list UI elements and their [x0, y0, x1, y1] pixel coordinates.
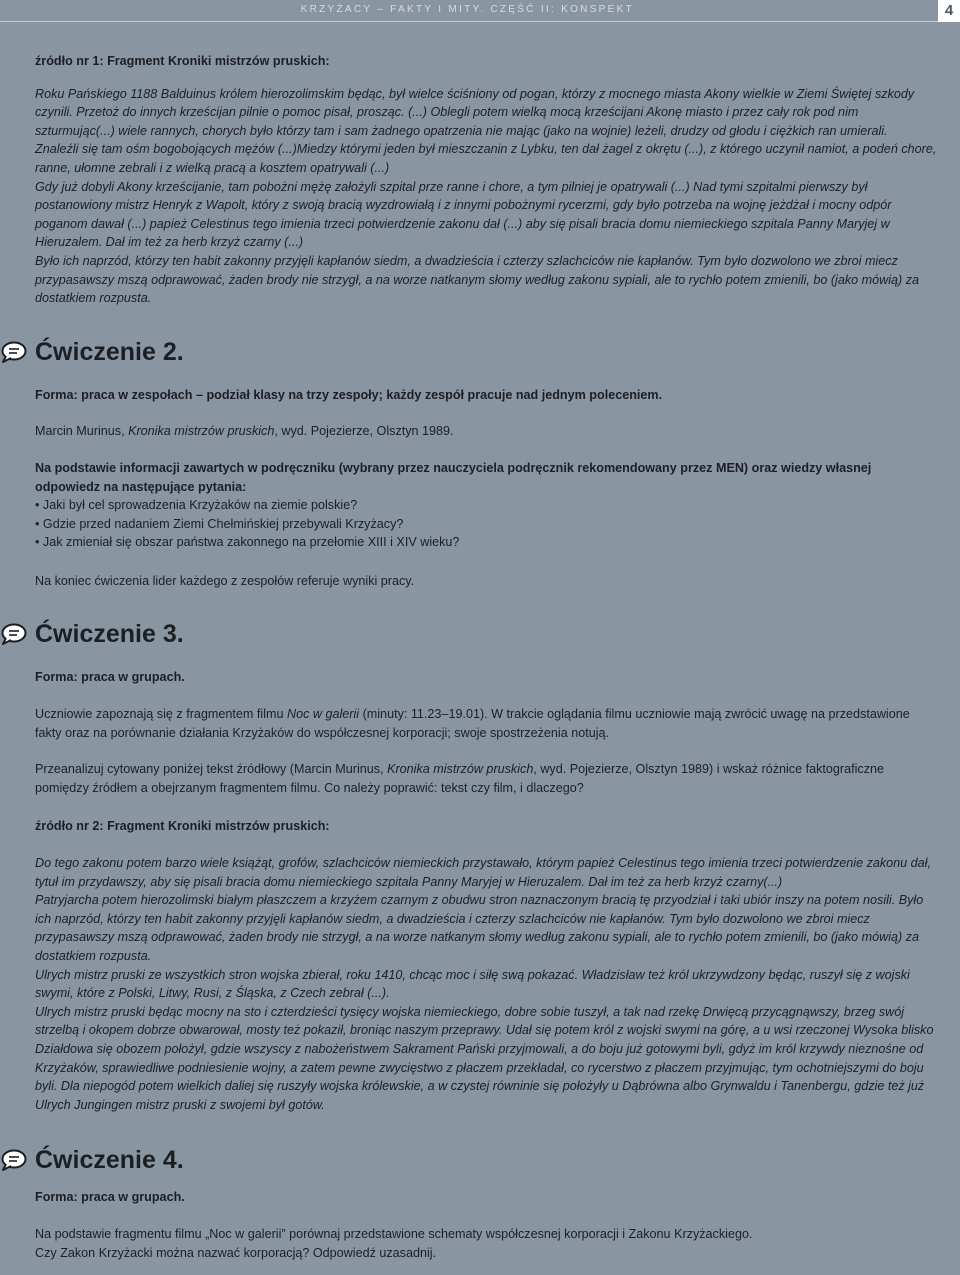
- film-title: Noc w galerii: [286, 707, 360, 722]
- text-span: Przeanalizuj cytowany poniżej tekst źródłowy (Marcin Murinus,: [35, 762, 388, 777]
- reference-author: Marcin Murinus,: [35, 424, 129, 439]
- reference-publisher: , wyd. Pojezierze, Olsztyn 1989.: [274, 424, 454, 439]
- source-2-paragraph: Ulrych mistrz pruski będąc mocny na sto i czterdzieści tysięcy wojska niemieckiego, dobre sobie tuszył, a tak nad rzekę Drwięcą przycągnąwszy, brzeg swój strzelbą i okopem dobrze obwarował, mosty też pokaził, broniąc naszym przeprawy. Udał się potem król z wojski swymi na górę, a u wsi rzeczonej Wysoka blisko Działdowa się obozem położył, gdzie wszyscy z nabożeństwem Sakrament Pański przyjmowali, a do boju już gotowymi byli, gdyż im król krzywdy nieznośne od Krzyżaków, sprawiedliwe podniesienie wojny, a zatem pewne zwycięstwo z płaczem przekładał, co rycerstwo z płaczem przyjmując, tym ochotniejszymi do boju byli. Dla niepogód potem wielkich daliej się ruszyły wojska królewskie, a w czystej równinie się położyły u Dąbrówna albo Grynwaldu i Tanenbergu, gdzie też już Ulrych Jungingen mistrz pruski z swojemi był gotów.: [35, 1004, 934, 1112]
- exercise-3-form: Forma: praca w grupach.: [35, 670, 185, 685]
- source-1-paragraph: Było ich naprzód, którzy ten habit zakonny przyjęli kapłanów siedm, a dwadzieścia i czterzy szlachciców nie kapłanów. Tym było dozwolono we zbroi miecz przypasawszy mszą odprawować, żaden brody nie strzygł, a na worze natkanym słomy według zakonu sypiali, ale to rychło potem zmienili, bo (jako mówią) za dostatkiem rozpusta.: [35, 253, 920, 306]
- exercise-3-paragraph-1: [35, 705, 938, 742]
- text-span: (minuty: 11.23–19.01). W trakcie oglądania filmu uczniowie mają zwrócić uwagę na przedstawione fakty oraz na porównanie działania Krzyżaków do współczesnej korporacji; swoje spostrzeżenia notują.: [35, 707, 910, 740]
- source-1-text: [35, 85, 938, 308]
- exercise-4-form: Forma: praca w grupach.: [35, 1190, 185, 1205]
- exercise-3-paragraph-2: [35, 760, 938, 797]
- exercise-4-heading: [35, 1142, 938, 1178]
- source-1-paragraph: Roku Pańskiego 1188 Balduinus królem hierozolimskim będąc, był wielce ściśniony od pogan, którzy z mocnego miasta Akony wielkie w Ziemi Świętej szkody czynili. Przetoż do innych krześcijan pilnie o pomoc pisał, prosząc. (...) Oblegli potem wielką mocą krześcijani Akonę miasto i przez cały rok pod nim szturmując(...) wiele rannych, chorych było którzy tam i sam żadnego opatrzenia nie mając (jako na wojnie) leżeli, drudzy od głodu i ciężkich ran umierali.: [35, 86, 915, 138]
- exercise-2-form: Forma: praca w zespołach – podział klasy na trzy zespoły; każdy zespół pracuje nad jednym poleceniem.: [35, 387, 663, 402]
- exercise-4-line-1: Na podstawie fragmentu filmu „Noc w galerii” porównaj przedstawione schematy współczesnej korporacji i Zakonu Krzyżackiego.: [35, 1226, 753, 1241]
- exercise-2-heading: [35, 334, 938, 370]
- text-span: , wyd. Pojezierze, Olsztyn 1989) i wskaż różnice faktograficzne pomiędzy źródłem a obejrzanym fragmentem filmu. Co należy poprawić: tekst czy film, i dlaczego?: [35, 762, 885, 795]
- question-item: • Jaki był cel sprowadzenia Krzyżaków na ziemie polskie?: [35, 496, 938, 515]
- exercise-2-reference: [35, 422, 938, 441]
- source-1-title: źródło nr 1: Fragment Kroniki mistrzów pruskich:: [35, 54, 330, 68]
- page-number: 4: [938, 0, 960, 22]
- source-2-paragraph: Patryjarcha potem hierozolimski białym płaszczem a krzyżem czarnym z obudwu stron naznaczonym bracią tę przyodział i taki ubiór inszy na potem nosili. Było ich naprzód, którzy ten habit zakonny przyjęli kapłanów siedm, a dwadzieścia i czterzy szlachciców nie kapłanów. Tym było dozwolono we zbroi miecz przypasawszy mszą odprawować, żaden brody nie strzygł, a na worze natkanym słomy według zakonu sypiali, ale to rychło potem zmienili, bo (jako mówią) za dostatkiem rozpusta.: [35, 893, 924, 963]
- source-2-title: źródło nr 2: Fragment Kroniki mistrzów pruskich:: [35, 819, 330, 834]
- exercise-3-heading: [35, 616, 938, 652]
- exercise-2-title: Ćwiczenie 2.: [35, 337, 184, 366]
- header-divider: [0, 21, 938, 22]
- exercise-3-title: Ćwiczenie 3.: [35, 620, 184, 649]
- exercise-2-questions: [35, 496, 938, 552]
- source-1: [35, 52, 938, 308]
- question-item: • Jak zmieniał się obszar państwa zakonnego na przełomie XIII i XIV wieku?: [35, 533, 938, 552]
- main-content: [35, 52, 938, 1262]
- reference-title: Kronika mistrzów pruskich: [128, 424, 275, 439]
- source-2-text: [35, 854, 938, 1114]
- speech-bubble-icon: [1, 341, 27, 363]
- question-item: • Gdzie przed nadaniem Ziemi Chełmińskiej przebywali Krzyżacy?: [35, 515, 938, 534]
- speech-bubble-icon: [1, 623, 27, 645]
- source-1-paragraph: Znaleźli się tam ośm bogobojących mężów (...)Miedzy którymi jeden był mieszczanin z Lybku, ten dał żagel z okrętu (...), z którego uczynił namiot, a podeń chore, ranne, ułomne zebrali i z wielką pracą a kosztem opatrywali (...): [35, 142, 937, 175]
- header-title: KRZYŻACY – FAKTY I MITY. CZĘŚĆ II: KONSPEKT: [300, 4, 634, 15]
- exercise-2-closing: Na koniec ćwiczenia lider każdego z zespołów referuje wyniki pracy.: [35, 573, 415, 588]
- exercise-2-instruction: Na podstawie informacji zawartych w podręczniku (wybrany przez nauczyciela podręcznik rekomendowany przez MEN) oraz wiedzy własnej odpowiedz na następujące pytania:: [35, 460, 872, 494]
- source-1-paragraph: Gdy już dobyli Akony krześcijanie, tam pobożni mężę założyli szpital prze ranne i chore, a tym pilniej je opatrywali (...) Nad tymi szpitalmi pierwszy był postanowiony mistrz Henryk z Wapolt, który z swoją bracią wyzdrowiałą i z innymi pobożnymi rycerzmi, gdy było potrzeba na wojnę jeżdżał i mocny odpór poganom dawał (...) papież Celestinus tego imienia trzeci potwierdzenie zakonu dał (...) aby się pisali bracia domu niemieckiego szpitala Panny Maryjej w Hieruzalem. Dał im też za herb krzyż czarny (...): [35, 179, 892, 250]
- text-span: Uczniowie zapoznają się z fragmentem filmu: [35, 707, 287, 722]
- source-2: [35, 817, 938, 1114]
- book-title: Kronika mistrzów pruskich: [387, 762, 534, 777]
- source-2-paragraph: Do tego zakonu potem barzo wiele książąt, grofów, szlachciców niemieckich przystawało, którym papież Celestinus tego imienia trzeci potwierdzenie zakonu dał, tytuł im przydawszy, aby się pisali bracia domu niemieckiego szpitala Panny Maryjej w Hieruzalem. Dał im też za herb krzyż czarny(...): [35, 856, 931, 889]
- exercise-4-line-2: Czy Zakon Krzyżacki można nazwać korporacją? Odpowiedź uzasadnij.: [35, 1245, 437, 1260]
- speech-bubble-icon: [1, 1149, 27, 1171]
- exercise-4-title: Ćwiczenie 4.: [35, 1146, 184, 1175]
- source-2-paragraph: Ulrych mistrz pruski ze wszystkich stron wojska zbierał, roku 1410, chcąc moc i siłę swą pokazać. Władzisław też król ukrzywdzony będąc, ruszył się z wojski swymi, które z Polski, Litwy, Rusi, z Śląska, z Czech zebrał (...).: [35, 967, 910, 1001]
- page-header: [0, 0, 960, 22]
